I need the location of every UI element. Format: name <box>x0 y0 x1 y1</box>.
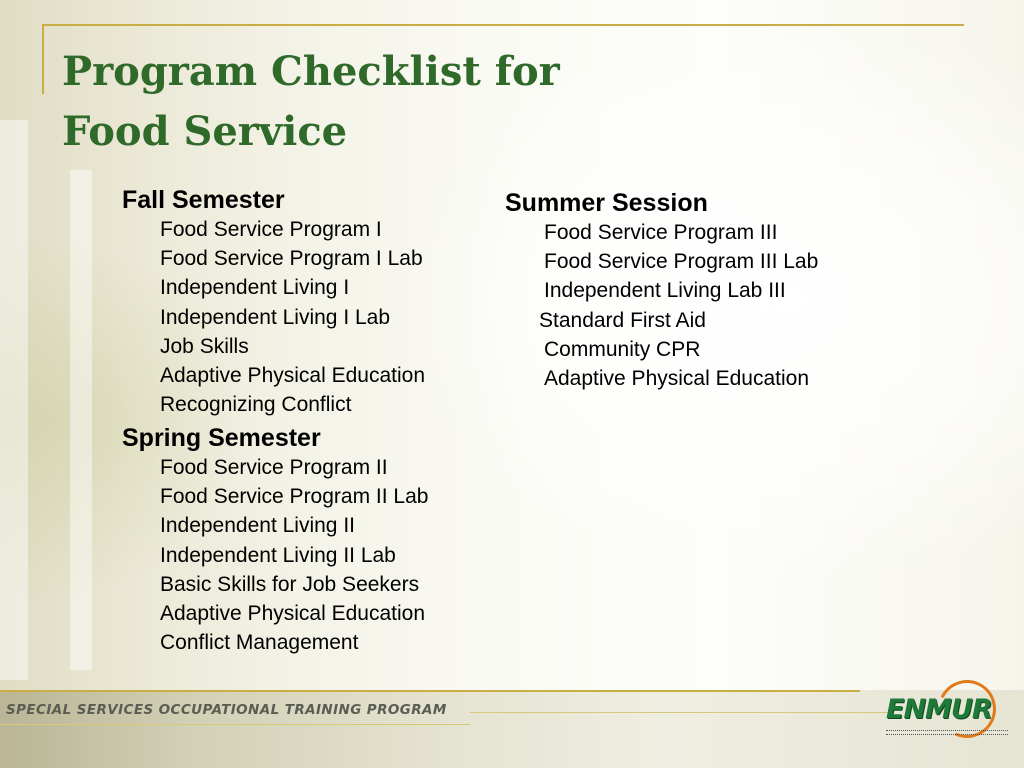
spring-semester-heading: Spring Semester <box>122 424 321 452</box>
course-item: Independent Living Lab III <box>544 279 786 303</box>
course-item: Community CPR <box>544 337 701 361</box>
course-item: Food Service Program II Lab <box>160 485 429 509</box>
course-item: Adaptive Physical Education <box>544 367 809 391</box>
course-item: Independent Living II Lab <box>160 543 396 567</box>
course-item: Independent Living I Lab <box>160 305 391 329</box>
course-item: Food Service Program II <box>160 456 388 479</box>
title-line-2: Food Service <box>62 108 348 155</box>
course-item: Independent Living II <box>160 514 355 538</box>
course-item: Standard First Aid <box>539 308 706 332</box>
summer-session-heading: Summer Session <box>505 189 708 217</box>
logo-wordmark: ENMUR <box>886 694 992 725</box>
course-item: Food Service Program I <box>160 218 382 241</box>
course-item: Adaptive Physical Education <box>160 602 425 626</box>
spring-semester-list <box>122 423 428 657</box>
course-item: Independent Living I <box>160 276 350 300</box>
slide-title <box>62 42 560 162</box>
top-accent-line <box>44 24 964 26</box>
left-accent-line <box>42 24 44 94</box>
summer-session-list <box>505 188 818 393</box>
course-item: Recognizing Conflict <box>160 393 352 417</box>
course-item: Basic Skills for Job Seekers <box>160 572 420 596</box>
decor-stripe <box>70 170 92 670</box>
course-item: Food Service Program III Lab <box>544 250 819 274</box>
decor-stripe <box>0 120 28 680</box>
course-item: Adaptive Physical Education <box>160 364 425 388</box>
course-item: Job Skills <box>160 334 249 358</box>
enmur-logo <box>878 678 1018 748</box>
course-item: Food Service Program I Lab <box>160 247 423 271</box>
footer-accent-line <box>470 712 890 713</box>
logo-subline <box>886 730 1008 735</box>
footer-program-name: SPECIAL SERVICES OCCUPATIONAL TRAINING PROGRAM <box>6 702 447 718</box>
fall-semester-list <box>122 185 425 419</box>
footer-accent-line <box>0 690 860 692</box>
fall-semester-heading: Fall Semester <box>122 186 285 214</box>
title-line-1: Program Checklist for <box>62 48 560 95</box>
footer-accent-line <box>0 724 470 725</box>
course-item: Food Service Program III <box>544 221 778 244</box>
course-item: Conflict Management <box>160 631 359 655</box>
